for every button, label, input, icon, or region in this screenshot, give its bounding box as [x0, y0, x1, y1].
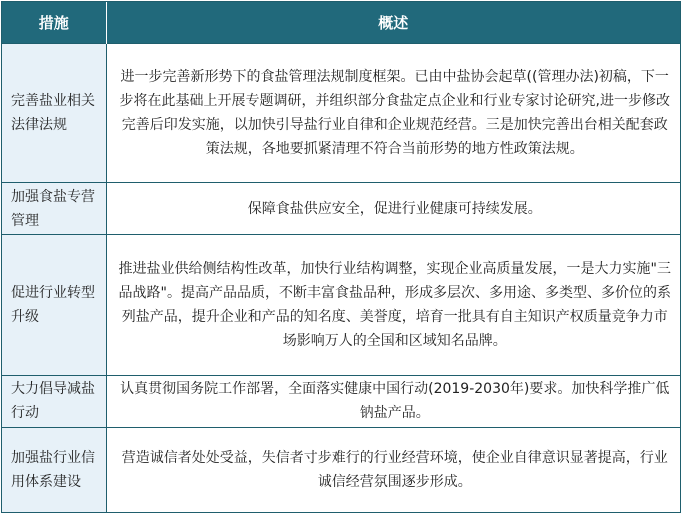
measures-table-container	[1, 1, 681, 513]
overview-cell: 认真贯彻国务院工作部署，全面落实健康中国行动(2019-2030年)要求。加快科学推广低钠盐产品。	[106, 375, 680, 427]
table-row	[2, 235, 680, 375]
header-overview: 概述	[106, 2, 680, 44]
measure-cell: 加强食盐专营管理	[2, 183, 106, 235]
header-measure: 措施	[2, 2, 106, 44]
measure-cell: 大力倡导减盐行动	[2, 375, 106, 427]
measure-cell: 加强盐行业信用体系建设	[2, 427, 106, 512]
table-row	[2, 375, 680, 427]
overview-cell: 保障食盐供应安全，促进行业健康可持续发展。	[106, 183, 680, 235]
overview-cell: 推进盐业供给侧结构性改革，加快行业结构调整，实现企业高质量发展，一是大力实施"三品战路"。提高产品品质，不断丰富食盐品种，形成多层次、多用途、多类型、多价位的系列盐产品，提升企业和产品的知名度、美誉度，培育一批具有自主知识产权质量竞争力市场影响万人的全国和区域知名品牌。	[106, 235, 680, 375]
measures-table	[2, 2, 680, 512]
table-row	[2, 183, 680, 235]
measure-cell: 完善盐业相关法律法规	[2, 44, 106, 183]
table-header-row	[2, 2, 680, 44]
overview-cell: 营造诚信者处处受益，失信者寸步难行的行业经营环境，使企业自律意识显著提高，行业诚信经营氛围逐步形成。	[106, 427, 680, 512]
overview-cell: 进一步完善新形势下的食盐管理法规制度框架。已由中盐协会起草((管理办法)初稿，下一步将在此基础上开展专题调研，并组织部分食盐定点企业和行业专家讨论研究,进一步修改完善后印发实施，以加快引导盐行业自律和企业规范经营。三是加快完善出台相关配套政策法规，各地要抓紧清理不符合当前形势的地方性政策法规。	[106, 44, 680, 183]
measure-cell: 促进行业转型升级	[2, 235, 106, 375]
table-row	[2, 427, 680, 512]
table-row	[2, 44, 680, 183]
